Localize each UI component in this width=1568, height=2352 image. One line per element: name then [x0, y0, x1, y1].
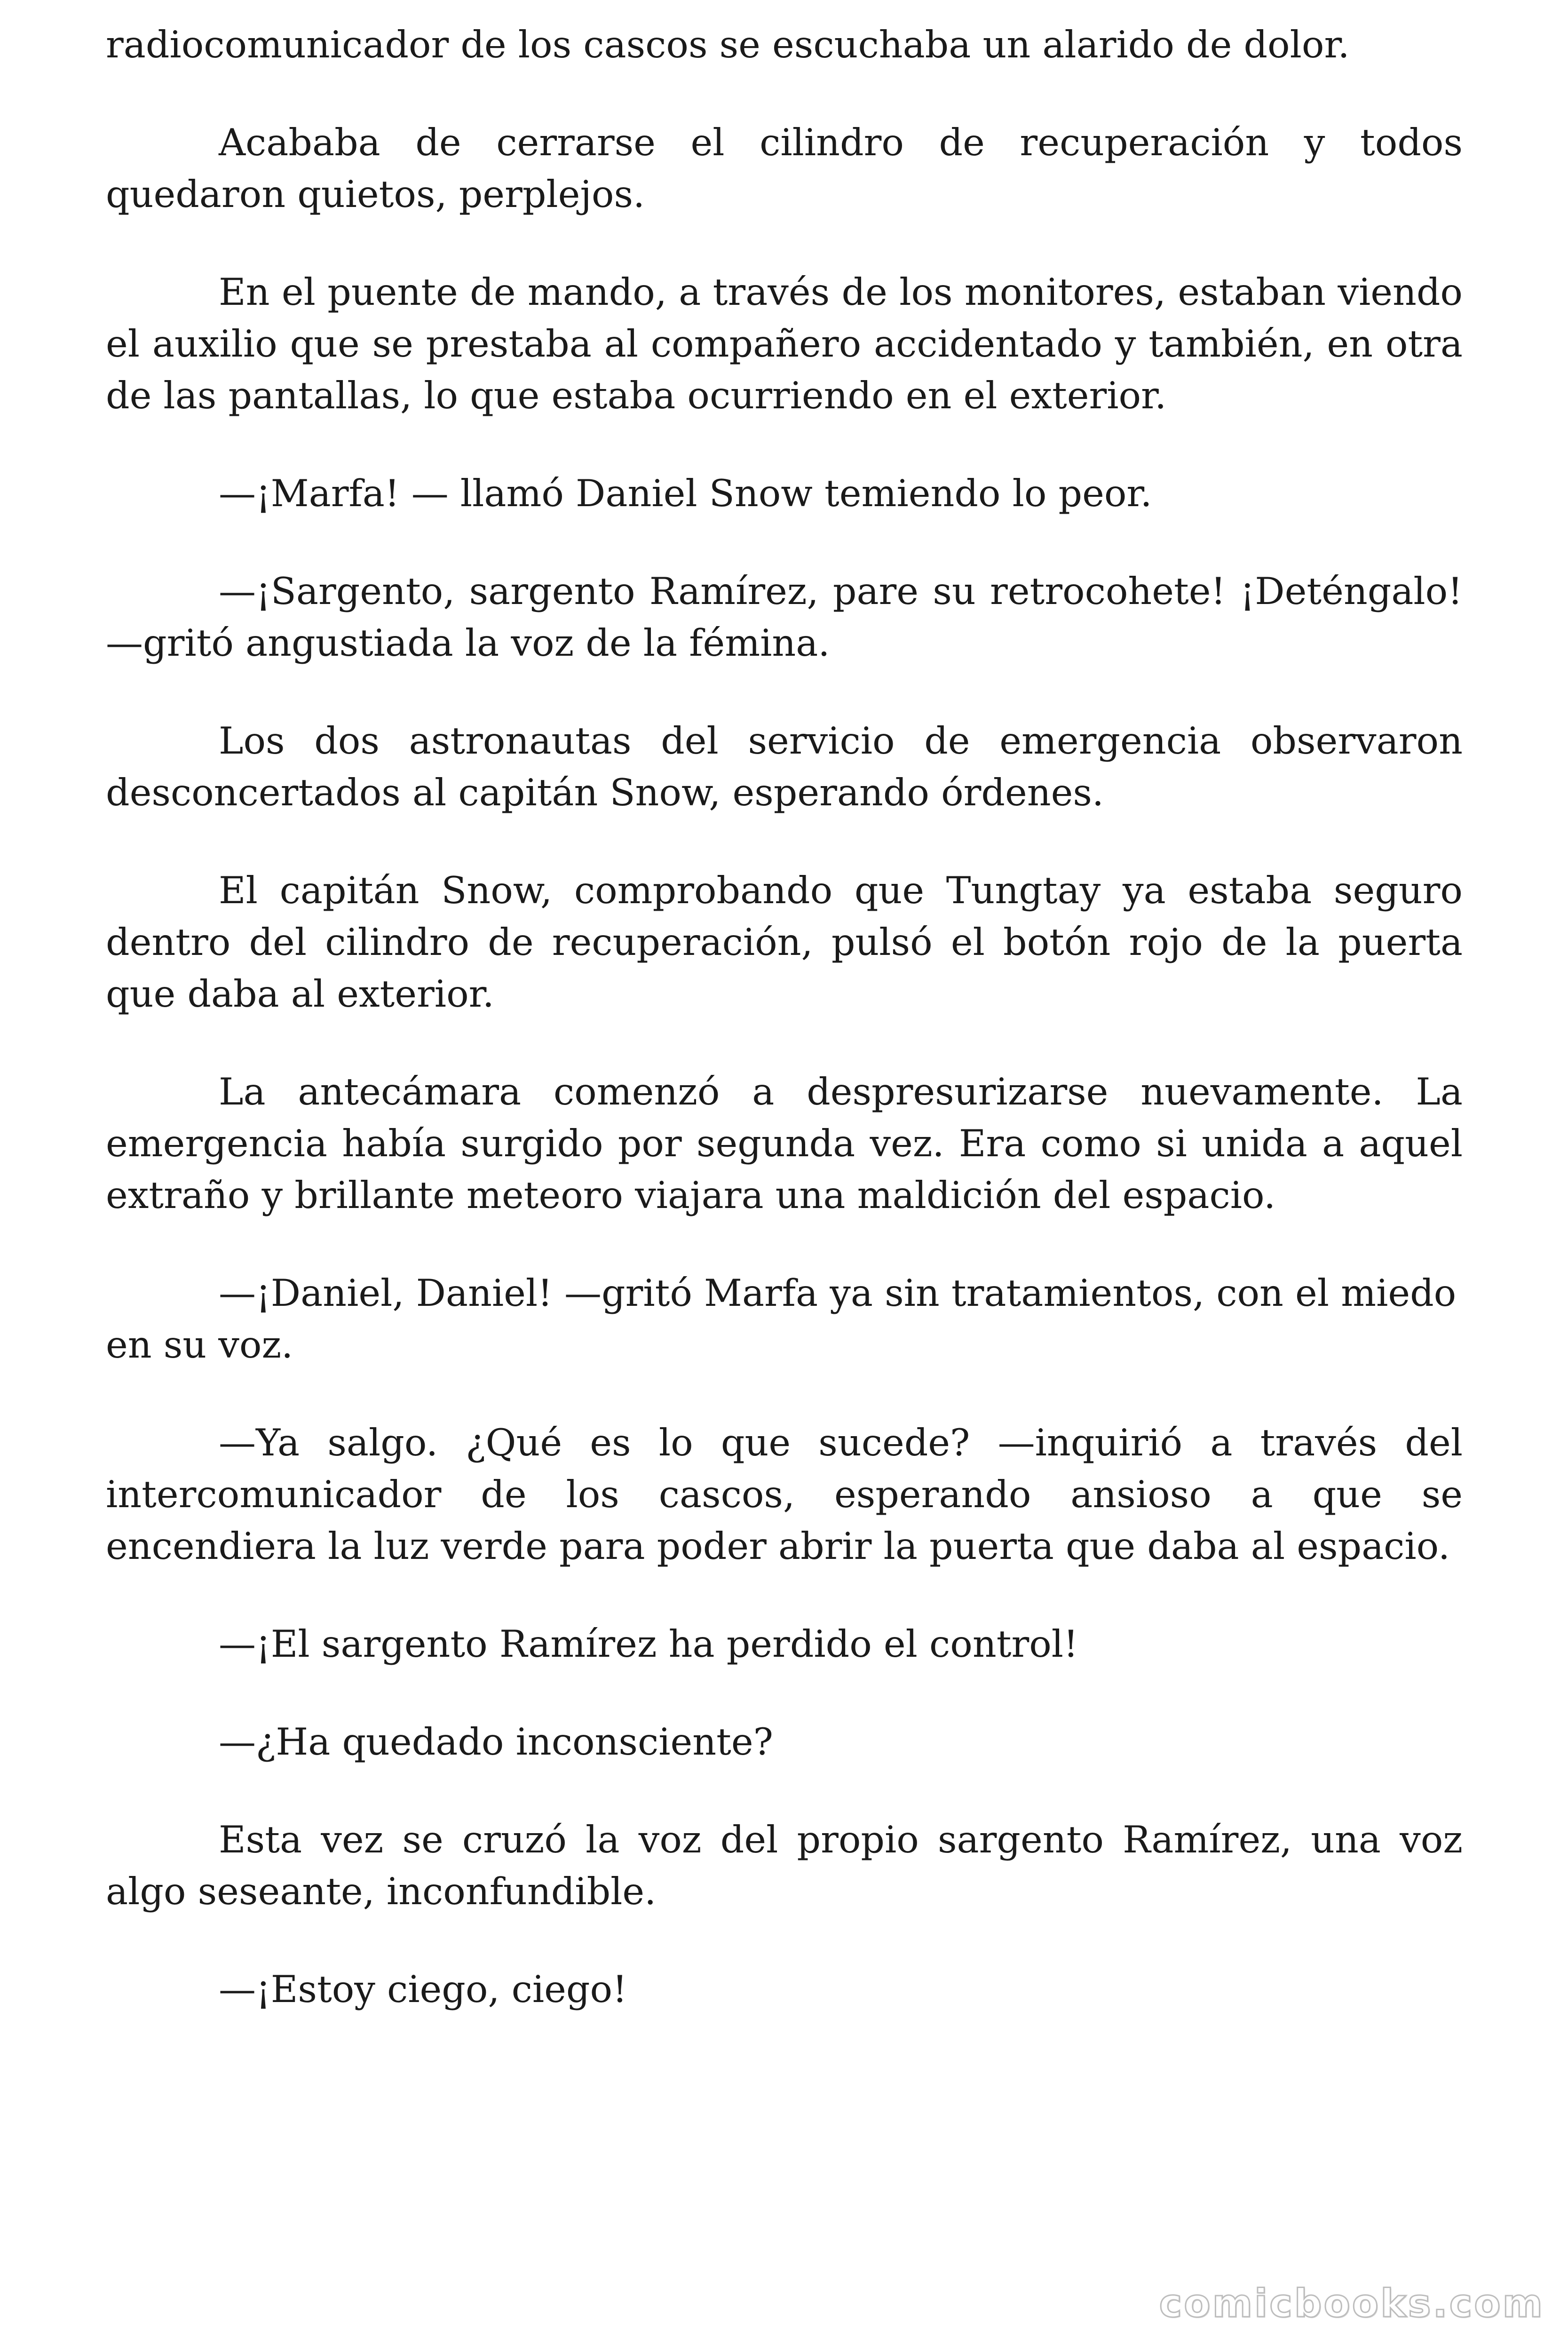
- paragraph-14: —¡Estoy ciego, ciego!: [219, 1968, 627, 2011]
- paragraph-8: La antecámara comenzó a despresurizarse nuevamente. La emergencia había surgido por segunda vez. Era como si unida a aquel extraño y brillante meteoro viajara una maldición del espacio.: [106, 1070, 1463, 1217]
- paragraph-10: —Ya salgo. ¿Qué es lo que sucede? —inquirió a través del intercomunicador de los cascos, esperando ansioso a que se encendiera la luz verde para poder abrir la puerta que daba al espacio.: [106, 1421, 1463, 1568]
- paragraph-1: radiocomunicador de los cascos se escuchaba un alarido de dolor.: [106, 23, 1350, 66]
- paragraph-13: Esta vez se cruzó la voz del propio sargento Ramírez, una voz algo seseante, inconfundible.: [106, 1818, 1463, 1913]
- paragraph-9: —¡Daniel, Daniel! —gritó Marfa ya sin tratamientos, con el miedo en su voz.: [106, 1271, 1457, 1367]
- paragraph-2: Acababa de cerrarse el cilindro de recuperación y todos quedaron quietos, perplejos.: [106, 121, 1463, 216]
- paragraph-11: —¡El sargento Ramírez ha perdido el control!: [219, 1622, 1078, 1666]
- watermark-logo: comicbooks.com: [1159, 2281, 1544, 2326]
- paragraph-6: Los dos astronautas del servicio de emergencia observaron desconcertados al capitán Snow, esperando órdenes.: [106, 719, 1463, 814]
- paragraph-4: —¡Marfa! — llamó Daniel Snow temiendo lo peor.: [219, 472, 1152, 515]
- paragraph-7: El capitán Snow, comprobando que Tungtay ya estaba seguro dentro del cilindro de recuperación, pulsó el botón rojo de la puerta que daba al exterior.: [106, 869, 1463, 1016]
- page-body: [106, 19, 1463, 2061]
- paragraph-3: En el puente de mando, a través de los monitores, estaban viendo el auxilio que se prestaba al compañero accidentado y también, en otra de las pantallas, lo que estaba ocurriendo en el exterior.: [106, 270, 1463, 417]
- paragraph-5: —¡Sargento, sargento Ramírez, pare su retrocohete! ¡Deténgalo! —gritó angustiada la voz de la fémina.: [106, 570, 1463, 665]
- paragraph-12: —¿Ha quedado inconsciente?: [219, 1720, 773, 1764]
